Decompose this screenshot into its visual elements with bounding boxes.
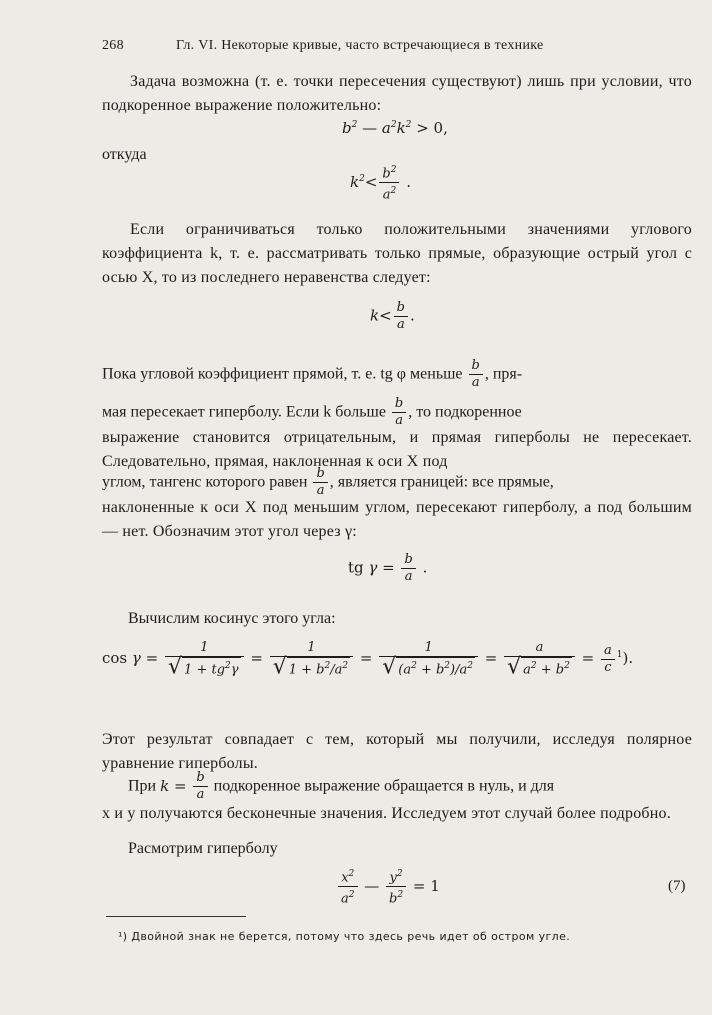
p4-text-end: , то подкоренное	[408, 403, 522, 421]
p6-text: углом, тангенс которого равен	[102, 473, 308, 491]
p3-text-end: , пря-	[484, 365, 523, 383]
equation-number: (7)	[668, 878, 686, 894]
paragraph-8: Вычислим косинус этого угла:	[128, 610, 336, 627]
paragraph-5: выражение становится отрицательным, и прямая гиперболы не пересекает. Следовательно, прямая, наклоненная к оси X под	[102, 429, 692, 470]
cos-gamma-equation: cos γ = $\frac{1}{√ 1 + tg^2\gamma}$ = $\frac{1}{√ 1 + b^2/a^2}$ = $\frac{1}{√ (a^2 + b^2)/a^2}$ = $\frac{a}{√ a^2 + b^2}$ = $\frac{a}{c}$ $^1$).	[102, 640, 634, 680]
p10-text-end: подкоренное выражение обращается в нуль, и для	[213, 777, 555, 795]
paragraph-7: наклоненные к оси X под меньшим углом, пересекают гиперболу, а под большим — нет. Обозначим этот угол через γ:	[102, 499, 692, 540]
frac-b-a-2: $\frac{b}{a}$	[390, 403, 408, 421]
paragraph-3-line	[102, 358, 522, 391]
inequality-3: k< $\frac{b}{a}$ .	[370, 300, 415, 332]
p4-text: мая пересекает гиперболу. Если k больше	[102, 403, 386, 421]
paragraph-9: Этот результат совпадает с тем, который мы получили, исследуя полярное уравнение гиперболы.	[102, 731, 692, 772]
inequality-1: $b^2$ — $a^2k^2 > 0$,	[342, 119, 448, 137]
p10-text: При	[128, 777, 157, 795]
tan-gamma-equation: tg γ = $\frac{b}{a}$ .	[348, 552, 428, 584]
chapter-title: Гл. VI. Некоторые кривые, часто встречающиеся в технике	[176, 38, 544, 53]
paragraph-4-line	[102, 396, 522, 429]
frac-b-a-1: $\frac{b}{a}$	[467, 365, 485, 383]
page-number: 268	[102, 38, 124, 53]
paragraph-6-line	[102, 466, 554, 499]
footnote: ¹) Двойной знак не берется, потому что здесь речь идет об остром угле.	[118, 930, 571, 943]
inequality-2: $k^2<$ $\frac{b^2}{a^2}$ .	[350, 162, 411, 204]
frac-b-a-3: $\frac{b}{a}$	[311, 473, 329, 491]
paragraph-12: Расмотрим гиперболу	[128, 840, 278, 857]
k-equals-b-over-a: k = $\frac{b}{a}$	[160, 777, 210, 795]
hyperbola-equation: $\frac{x^2}{a^2}$ — $\frac{y^2}{b^2}$ = 1	[336, 866, 440, 908]
paragraph-2: Если ограничиваться только положительными значениями углового коэффициента k, т. е. рассматривать только прямые, образующие острый угол с осью X, то из последнего неравенства следует:	[102, 221, 692, 286]
p6-text-end: , является границей: все прямые,	[329, 473, 554, 491]
paragraph-1: Задача возможна (т. е. точки пересечения существуют) лишь при условии, что подкоренное выражение положительно:	[102, 73, 692, 114]
paragraph-10-line	[128, 770, 554, 803]
p3-text: Пока угловой коэффициент прямой, т. е. tg φ меньше	[102, 365, 463, 383]
otkuda-word: откуда	[102, 146, 147, 163]
paragraph-11: x и y получаются бесконечные значения. Исследуем этот случай более подробно.	[102, 805, 671, 822]
footnote-rule	[106, 916, 246, 917]
